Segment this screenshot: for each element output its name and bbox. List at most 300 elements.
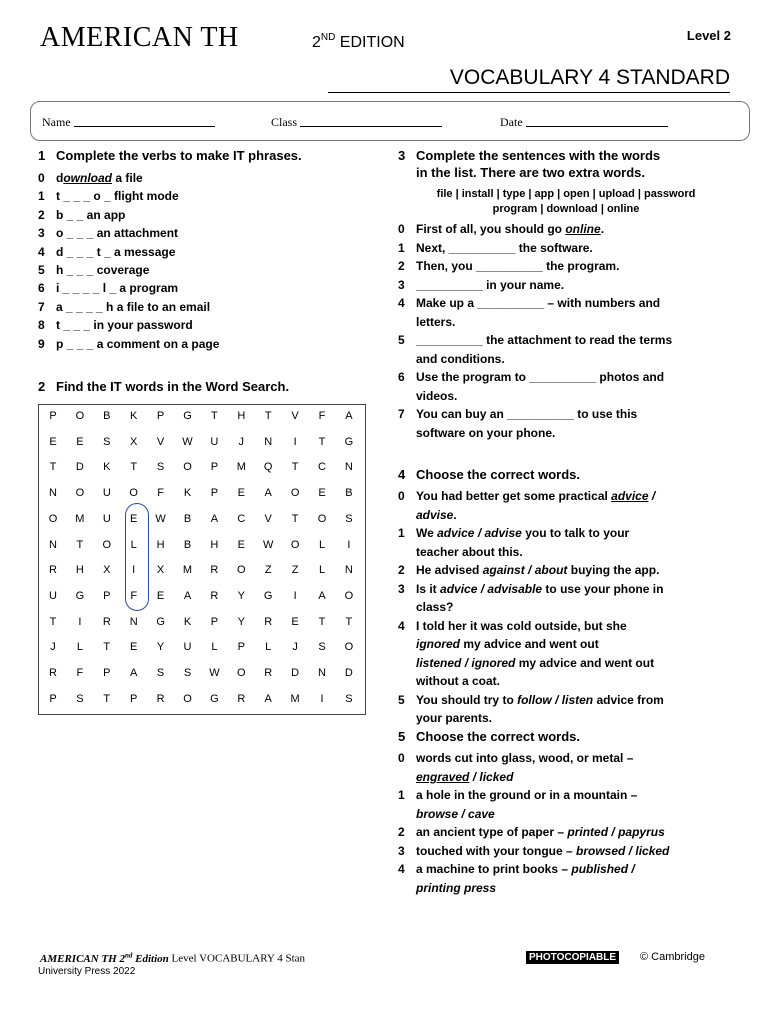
separator: / <box>628 862 635 876</box>
grid-letter: T <box>49 615 57 628</box>
item-text <box>416 545 523 559</box>
grid-letter: I <box>293 435 297 448</box>
text: letters. <box>416 314 456 329</box>
grid-letter: W <box>182 435 193 448</box>
grid-letter: S <box>156 667 165 679</box>
grid-letter: C <box>237 512 246 525</box>
grid-letter: R <box>264 615 273 628</box>
grid-letter: I <box>347 538 351 551</box>
list-item <box>38 300 368 316</box>
list-item <box>398 881 738 897</box>
separator: / <box>551 692 562 707</box>
grid-letter: R <box>49 667 57 679</box>
name-field[interactable]: Name <box>42 115 215 130</box>
list-item <box>398 862 738 878</box>
list-item <box>38 208 368 224</box>
grid-letter: Y <box>156 641 165 654</box>
item-text <box>56 300 210 314</box>
option: printed <box>567 825 609 839</box>
grid-letter: R <box>210 564 219 577</box>
text: you to talk to your <box>521 526 630 540</box>
item-number: 3 <box>398 277 405 292</box>
section-4-list <box>398 489 738 725</box>
worksheet-title: VOCABULARY 4 STANDARD <box>449 66 730 89</box>
grid-letter: E <box>156 589 165 602</box>
grid-letter: H <box>156 538 165 551</box>
text: Make up a __________ – with numbers and <box>416 296 661 310</box>
list-item <box>398 222 734 238</box>
list-item <box>38 226 368 242</box>
item-text <box>416 508 457 522</box>
grid-letter: M <box>236 461 246 474</box>
item-text <box>416 563 659 577</box>
grid-letter: A <box>345 410 353 422</box>
grid-letter: F <box>130 589 138 602</box>
grid-letter: E <box>318 487 326 500</box>
option: engraved <box>416 769 470 784</box>
item-text <box>416 770 513 784</box>
item-text <box>416 526 629 540</box>
grid-letter: E <box>291 615 299 628</box>
text: h _ _ _ coverage <box>56 263 150 277</box>
text: videos. <box>416 388 458 403</box>
grid-letter: V <box>264 512 272 525</box>
grid-letter: B <box>183 512 192 525</box>
grid-letter: O <box>48 512 58 525</box>
list-item <box>398 674 738 690</box>
text: your parents. <box>416 711 493 725</box>
item-number: 7 <box>38 299 45 314</box>
item-text <box>416 333 672 347</box>
item-number: 2 <box>398 563 405 577</box>
grid-letter: U <box>49 589 57 602</box>
list-item <box>398 807 738 823</box>
text: __________ in your name. <box>416 277 565 292</box>
grid-letter: A <box>210 512 219 525</box>
item-text <box>416 711 492 725</box>
list-item <box>38 281 368 297</box>
option: printing press <box>416 880 497 895</box>
grid-letter: F <box>157 487 164 500</box>
list-item <box>398 259 734 275</box>
item-number: 8 <box>38 318 45 333</box>
list-item <box>38 171 368 187</box>
grid-letter: H <box>210 538 219 551</box>
item-number: 3 <box>398 581 405 596</box>
text: You can buy an __________ to use this <box>416 407 638 421</box>
grid-letter: O <box>290 487 300 500</box>
text: without a coat. <box>416 674 500 688</box>
grid-letter: J <box>238 435 245 448</box>
text: my advice and went out <box>460 637 599 651</box>
item-text <box>56 245 175 259</box>
list-item <box>38 263 368 279</box>
grid-letter: O <box>102 538 112 551</box>
grid-letter: U <box>102 512 111 525</box>
section-2-heading: 2 Find the IT words in the Word Search. <box>38 379 290 394</box>
list-item <box>398 370 734 386</box>
grid-letter: S <box>345 692 353 705</box>
grid-letter: R <box>102 615 111 628</box>
grid-letter: T <box>318 615 326 628</box>
item-text <box>56 171 143 185</box>
item-number: 5 <box>38 263 45 277</box>
list-item <box>398 296 734 312</box>
footer-credit: AMERICAN TH 2nd Edition Level VOCABULARY 4 Stan <box>40 951 306 965</box>
grid-letter: Y <box>237 615 245 628</box>
text: b _ _ an app <box>56 207 126 222</box>
grid-letter: O <box>237 564 246 577</box>
grid-letter: K <box>130 410 138 422</box>
copyright-text: © Cambridge <box>640 951 705 963</box>
grid-letter: X <box>103 564 111 577</box>
grid-letter: G <box>183 410 192 422</box>
item-number: 6 <box>38 281 45 296</box>
text: and conditions. <box>416 351 505 366</box>
series-title: AMERICAN TH <box>40 22 239 53</box>
level-label: Level 2 <box>686 28 731 43</box>
item-text <box>416 825 665 839</box>
grid-letter: U <box>183 641 192 654</box>
item-text <box>56 226 178 240</box>
grid-letter: P <box>156 410 165 422</box>
grid-letter: O <box>344 589 354 602</box>
grid-letter: E <box>130 512 138 525</box>
item-number: 1 <box>398 526 405 540</box>
word-list-line-2: program | download | online <box>492 203 640 215</box>
item-number: 9 <box>38 336 45 351</box>
separator: / <box>625 843 636 858</box>
separator: / <box>474 526 485 540</box>
list-item <box>398 563 738 579</box>
grid-letter: O <box>290 538 300 551</box>
item-text <box>416 489 655 503</box>
example-answer: online <box>565 222 601 236</box>
item-number: 5 <box>398 333 405 347</box>
item-text <box>416 370 664 384</box>
item-number: 2 <box>398 259 405 273</box>
grid-letter: T <box>49 461 57 474</box>
student-info-box <box>30 101 750 141</box>
text: teacher about this. <box>416 544 523 559</box>
grid-letter: G <box>263 589 273 602</box>
separator: / <box>608 825 619 839</box>
item-number: 4 <box>398 862 405 876</box>
grid-letter: X <box>156 564 165 577</box>
grid-letter: R <box>264 667 273 679</box>
list-item <box>398 278 734 294</box>
section-3-list <box>398 222 734 442</box>
grid-letter: E <box>49 435 57 448</box>
grid-letter: V <box>156 435 165 448</box>
item-text <box>416 259 619 273</box>
section-1-list <box>38 171 368 361</box>
grid-letter: T <box>130 461 138 474</box>
grid-letter: Y <box>237 589 245 602</box>
grid-letter: O <box>237 667 246 679</box>
item-text <box>56 263 149 277</box>
item-text <box>416 296 660 310</box>
item-number: 2 <box>38 207 45 222</box>
grid-letter: D <box>75 461 84 474</box>
text: Use the program to __________ photos and <box>416 370 665 384</box>
item-text <box>416 600 453 614</box>
grid-letter: M <box>75 512 85 525</box>
grid-letter: E <box>76 435 84 448</box>
grid-letter: R <box>156 692 165 705</box>
separator: / <box>461 655 472 670</box>
item-number: 0 <box>398 489 405 503</box>
grid-letter: T <box>345 615 353 628</box>
list-item <box>38 245 368 261</box>
item-number: 6 <box>398 370 405 384</box>
item-text <box>56 281 178 295</box>
text: words cut into glass, wood, or metal – <box>416 751 634 765</box>
grid-letter: I <box>293 589 297 602</box>
grid-letter: R <box>49 564 57 577</box>
item-number: 5 <box>398 692 405 707</box>
option: licked <box>479 769 514 784</box>
grid-letter: N <box>264 435 273 448</box>
item-number: 3 <box>38 226 45 241</box>
item-text <box>416 315 455 329</box>
word-list-box <box>400 187 732 217</box>
grid-letter: P <box>49 692 57 705</box>
option: browse <box>416 806 459 821</box>
section-3-heading-cont: in the list. There are two extra words. <box>416 165 646 180</box>
option: published <box>571 862 629 876</box>
text: my advice and went out <box>515 655 655 670</box>
grid-letter: P <box>49 410 57 422</box>
item-number: 2 <box>398 825 405 839</box>
item-number: 1 <box>398 788 405 802</box>
text: d _ _ _ t _ a message <box>56 244 176 259</box>
list-item <box>398 407 734 423</box>
item-text <box>416 751 633 765</box>
item-text <box>416 352 505 366</box>
text: touched with your tongue – <box>416 843 576 858</box>
list-item <box>398 844 738 860</box>
item-text <box>416 222 604 236</box>
section-5-list <box>398 751 738 901</box>
text: o _ _ _ an attachment <box>56 226 179 241</box>
item-number: 0 <box>38 171 45 185</box>
grid-letter: L <box>318 564 326 577</box>
grid-letter: D <box>291 667 300 679</box>
grid-letter: M <box>290 692 300 705</box>
example-answer: ownload <box>63 171 113 185</box>
list-item <box>398 426 734 442</box>
item-text <box>416 426 555 440</box>
grid-letter: K <box>103 461 111 474</box>
grid-letter: T <box>291 461 299 474</box>
grid-letter: N <box>129 615 138 628</box>
grid-letter: P <box>210 615 219 628</box>
grid-letter: K <box>183 487 192 500</box>
list-item <box>398 600 738 616</box>
text: . <box>600 222 605 236</box>
option: advise <box>416 507 454 522</box>
text: p _ _ _ a comment on a page <box>56 336 220 351</box>
grid-letter: Z <box>264 564 272 577</box>
item-text <box>416 619 627 633</box>
grid-letter: O <box>75 487 85 500</box>
list-item <box>398 508 738 524</box>
item-number: 3 <box>398 843 405 858</box>
item-number: 1 <box>398 240 405 255</box>
text: . <box>453 507 457 522</box>
photocopiable-badge: PHOTOCOPIABLE <box>526 951 619 964</box>
option: against <box>482 563 525 577</box>
item-text <box>56 318 193 332</box>
word-search-grid <box>38 404 366 715</box>
section-5-heading: 5 Choose the correct words. <box>398 729 580 744</box>
grid-letter: T <box>76 538 84 551</box>
grid-letter: L <box>76 641 83 654</box>
grid-letter: H <box>75 564 84 577</box>
grid-letter: L <box>130 538 137 551</box>
grid-letter: G <box>344 435 354 448</box>
title-rule <box>328 92 730 93</box>
grid-letter: J <box>50 641 56 654</box>
list-item <box>398 545 738 561</box>
item-text <box>416 241 593 255</box>
grid-letter: G <box>75 589 85 602</box>
grid-letter: O <box>344 641 354 654</box>
item-text <box>56 208 125 222</box>
option: papyrus <box>618 825 665 839</box>
grid-letter: T <box>103 641 111 654</box>
grid-letter: X <box>130 435 138 448</box>
date-field[interactable]: Date <box>500 115 668 130</box>
grid-letter: P <box>103 667 111 679</box>
option: ignored <box>471 655 516 670</box>
list-item <box>398 656 738 672</box>
grid-letter: F <box>318 410 326 422</box>
grid-letter: A <box>130 667 138 679</box>
item-text <box>56 189 179 203</box>
item-text <box>416 674 500 688</box>
found-word-circle <box>125 503 149 611</box>
grid-letter: B <box>103 410 111 422</box>
grid-letter: P <box>103 589 111 602</box>
option: listen <box>561 692 594 707</box>
grid-letter: T <box>291 512 299 525</box>
item-number: 1 <box>38 189 45 204</box>
item-text <box>416 807 495 821</box>
text: i _ _ _ _ l _ a program <box>56 281 179 296</box>
item-number: 0 <box>398 222 405 236</box>
text: Next, __________ the software. <box>416 240 593 255</box>
separator: / <box>477 581 488 596</box>
grid-letter: S <box>103 435 111 448</box>
footer-publisher: University Press 2022 <box>38 966 136 977</box>
list-item <box>398 711 738 727</box>
text: a file <box>112 171 143 185</box>
text: d <box>56 171 64 185</box>
item-text <box>416 278 564 292</box>
item-text <box>416 881 496 895</box>
grid-letter: I <box>132 564 136 577</box>
list-item <box>398 352 734 368</box>
list-item <box>398 241 734 257</box>
text: First of all, you should go <box>416 222 566 236</box>
item-text <box>416 788 637 802</box>
option: browsed <box>576 843 626 858</box>
grid-letter: O <box>129 487 138 500</box>
grid-letter: R <box>210 589 219 602</box>
grid-letter: F <box>76 667 84 679</box>
list-item <box>398 619 738 635</box>
grid-letter: A <box>183 589 192 602</box>
item-text <box>416 693 664 707</box>
list-item <box>38 189 368 205</box>
class-field[interactable]: Class <box>271 115 442 130</box>
list-item <box>398 489 738 505</box>
grid-letter: S <box>76 692 84 705</box>
edition-label: 2ND EDITION <box>312 32 405 51</box>
list-item <box>398 770 738 786</box>
grid-letter: M <box>182 564 193 577</box>
grid-letter: O <box>183 461 192 474</box>
grid-letter: O <box>75 410 85 422</box>
grid-letter: E <box>237 487 245 500</box>
separator: / <box>648 489 656 503</box>
item-text <box>416 862 635 876</box>
grid-letter: T <box>103 692 111 705</box>
item-number: 0 <box>398 751 405 765</box>
grid-letter: Z <box>291 564 299 577</box>
grid-letter: S <box>183 667 192 679</box>
list-item <box>38 337 368 353</box>
text: t _ _ _ in your password <box>56 318 193 333</box>
text: I told her it was cold outside, but she <box>416 618 627 633</box>
grid-letter: W <box>155 512 166 525</box>
grid-letter: U <box>210 435 219 448</box>
item-text <box>416 582 663 596</box>
grid-letter: I <box>320 692 324 705</box>
text: a _ _ _ _ h a file to an email <box>56 299 211 314</box>
grid-letter: W <box>209 667 220 679</box>
text: He advised <box>416 563 483 577</box>
list-item <box>398 788 738 804</box>
grid-letter: A <box>318 589 326 602</box>
grid-letter: S <box>318 641 326 654</box>
option: advice <box>611 489 649 503</box>
grid-letter: T <box>211 410 218 422</box>
grid-letter: I <box>78 615 82 628</box>
grid-letter: V <box>291 410 299 422</box>
grid-letter: R <box>237 692 246 705</box>
text: t _ _ _ o _ flight mode <box>56 189 179 204</box>
item-number: 4 <box>398 618 405 633</box>
grid-letter: Q <box>263 461 273 474</box>
item-text <box>416 844 669 858</box>
option: cave <box>468 806 495 821</box>
text: a machine to print books – <box>416 862 572 876</box>
grid-letter: L <box>211 641 218 654</box>
item-text <box>416 656 654 670</box>
grid-letter: T <box>318 435 326 448</box>
grid-letter: W <box>262 538 274 551</box>
separator: / <box>469 769 480 784</box>
grid-letter: G <box>156 615 165 628</box>
text: software on your phone. <box>416 425 556 440</box>
grid-letter: J <box>292 641 298 654</box>
grid-letter: C <box>318 461 326 474</box>
grid-letter: O <box>183 692 192 705</box>
list-item <box>398 582 738 598</box>
